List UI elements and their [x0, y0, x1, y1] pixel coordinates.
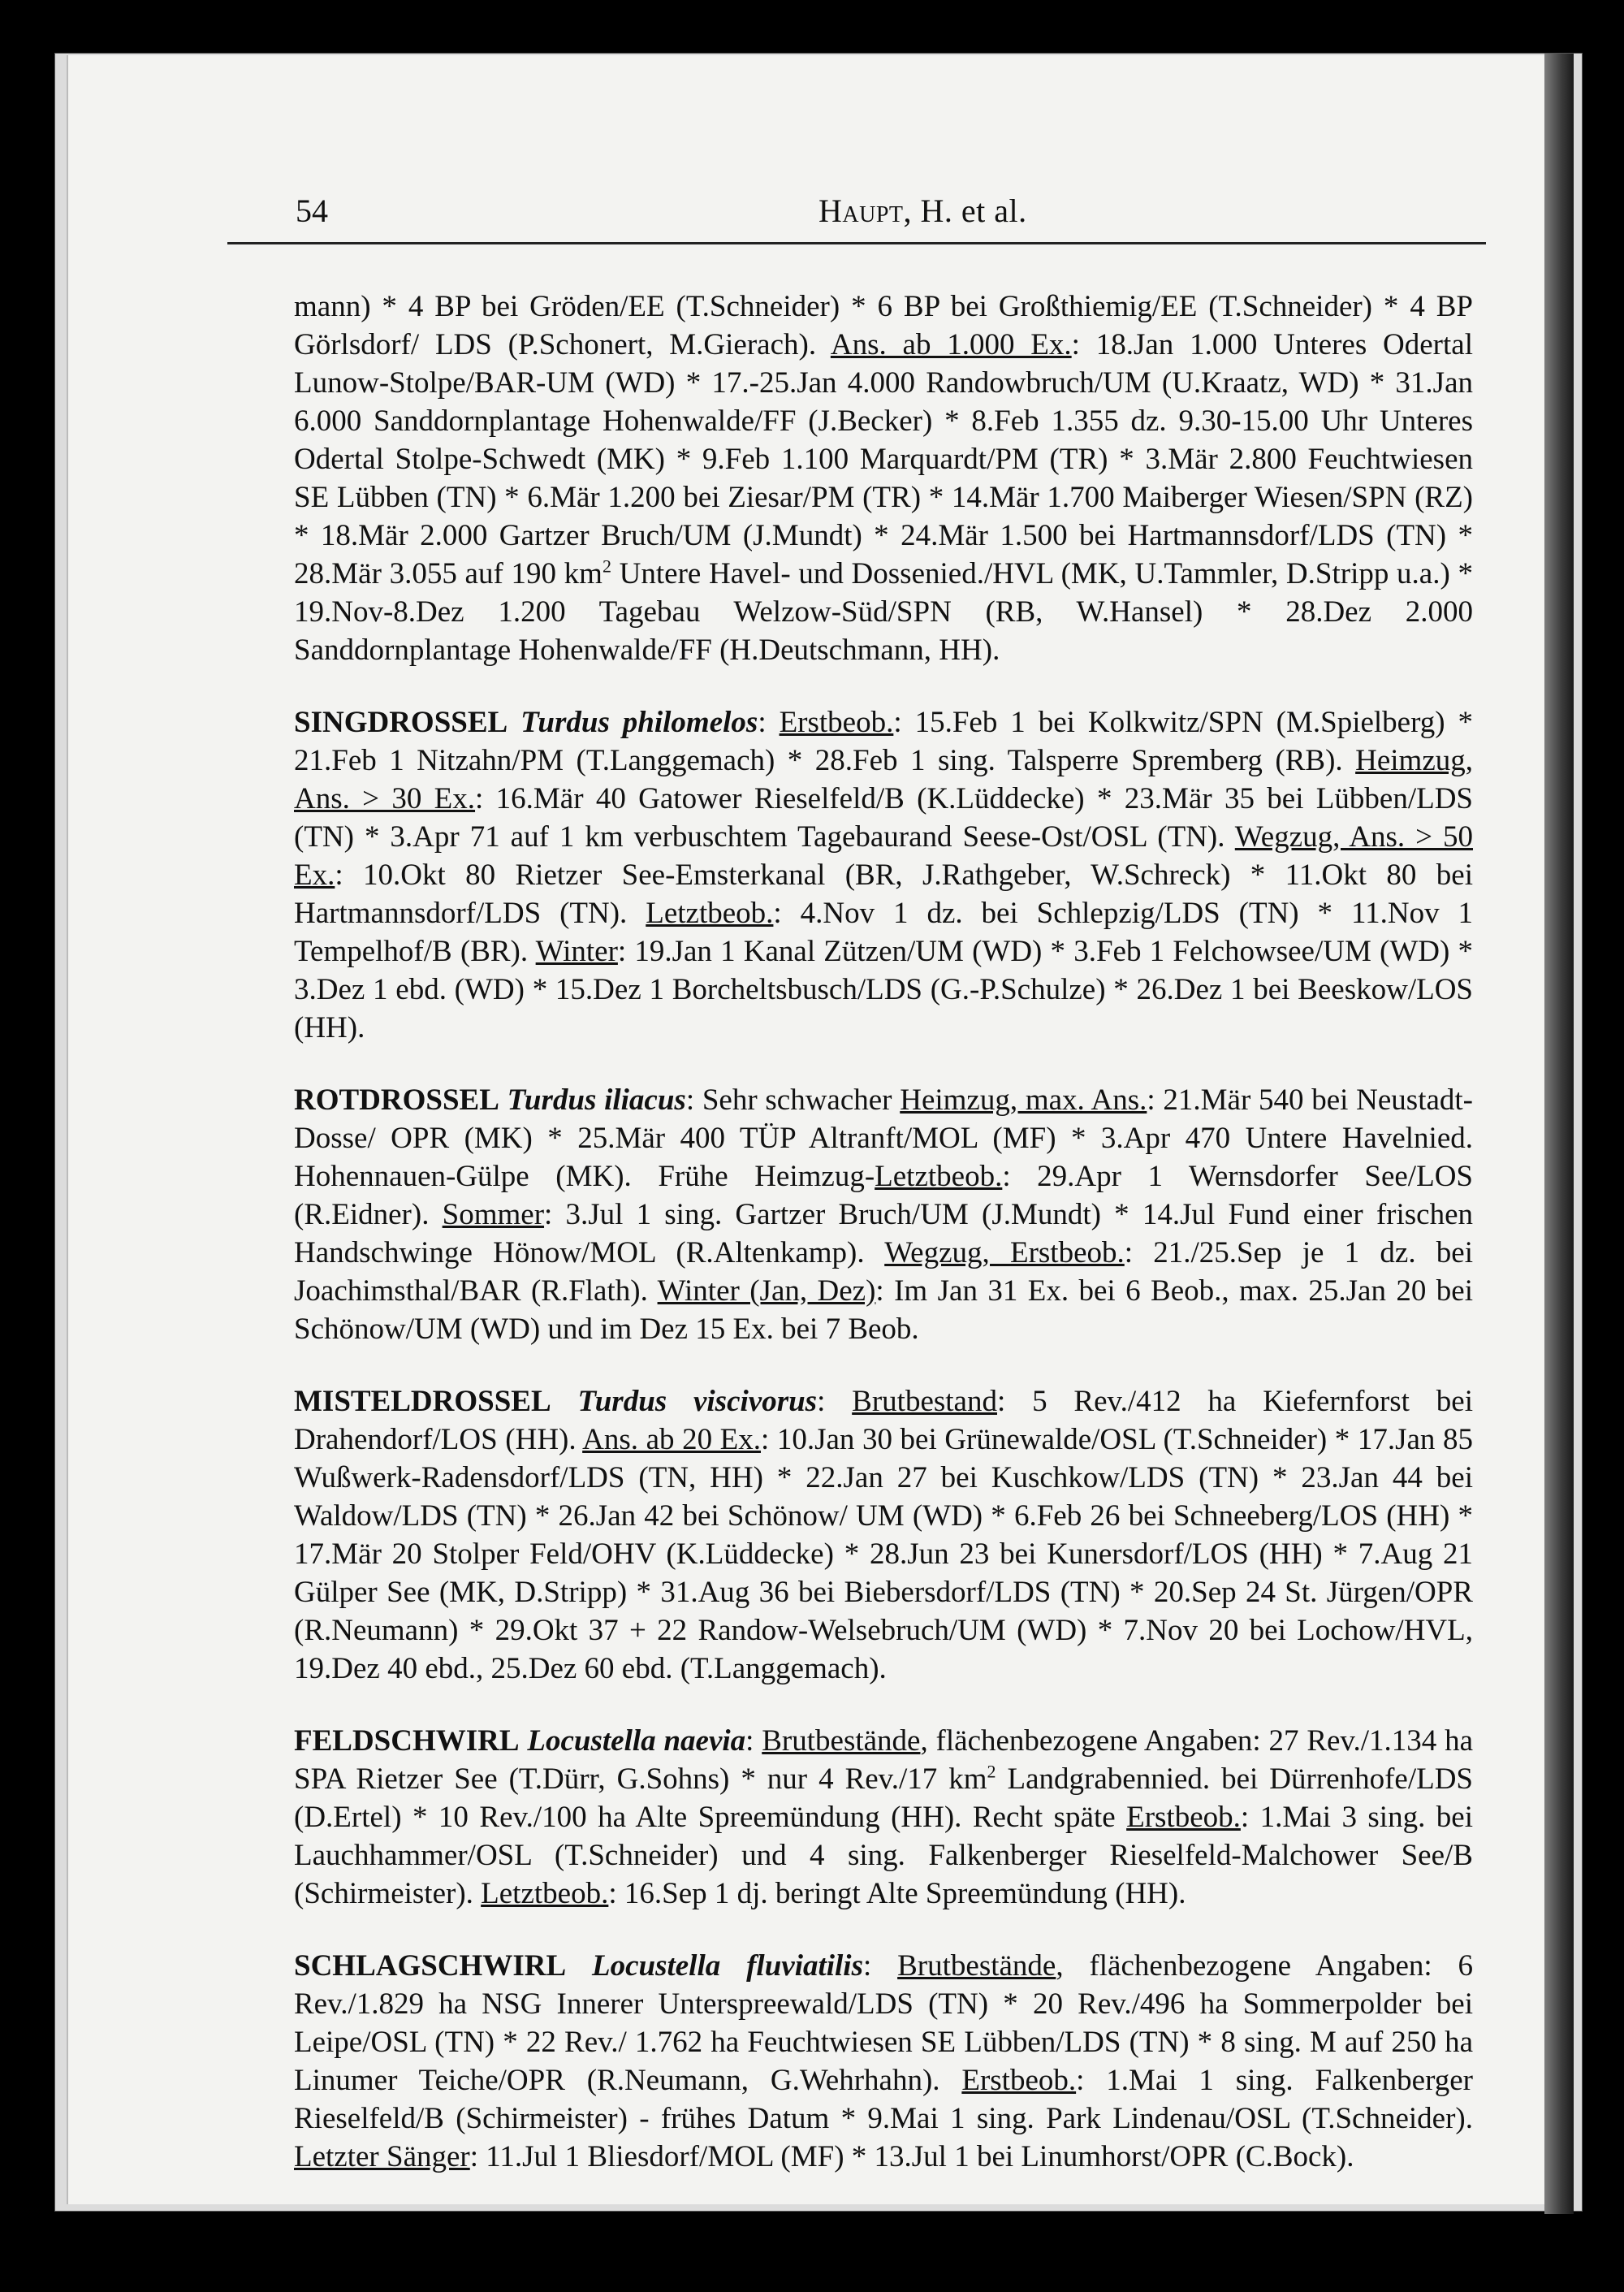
text-segment: : [758, 706, 780, 739]
species-name: MISTELDROSSEL [294, 1385, 551, 1418]
species-name: SINGDROSSEL [294, 706, 508, 739]
text-segment: mann) * 4 BP bei Gröden/EE (T.Schneider) * 6 BP bei Großthiemig/EE (T.Schneider) * 4 BP Görlsdorf/ LDS (P.Schonert, M.Gierach). [294, 290, 1473, 361]
article-body [294, 288, 1473, 2210]
text-segment: : [817, 1385, 853, 1418]
latin-name: Turdus philomelos [520, 706, 758, 739]
page-number: 54 [296, 192, 328, 229]
latin-name: Turdus iliacus [507, 1083, 686, 1117]
section-label: Winter [535, 935, 618, 968]
section-label: Letztbeob. [481, 1877, 609, 1910]
text-segment: : 29.Apr 1 Wernsdorfer See/LOS (R.Eidner). [294, 1160, 1473, 1231]
text-segment: : [863, 1949, 898, 1983]
section-label: Brutbestände [897, 1949, 1056, 1983]
section-label: Letztbeob. [646, 897, 774, 930]
text-segment: : 3.Jul 1 sing. Gartzer Bruch/UM (J.Mundt) * 14.Jul Fund einer frischen Handschwinge Hönow/MOL (R.Altenkamp). [294, 1198, 1473, 1269]
section-label: Sommer [442, 1198, 545, 1231]
species-name: FELDSCHWIRL [294, 1724, 520, 1758]
text-segment: : 4.Nov 1 dz. bei Schlepzig/LDS (TN) * 11.Nov 1 Tempelhof/B (BR). [294, 897, 1473, 968]
text-segment: : 21./25.Sep je 1 dz. bei Joachimsthal/BAR (R.Flath). [294, 1236, 1474, 1308]
superscript: 2 [987, 1761, 996, 1782]
section-label: Letztbeob. [875, 1160, 1003, 1193]
text-segment: : 10.Okt 80 Rietzer See-Emsterkanal (BR, J.Rathgeber, W.Schreck) * 11.Okt 80 bei Hartmannsdorf/LDS (TN). [294, 858, 1473, 930]
text-segment: : 18.Jan 1.000 Unteres Odertal Lunow-Stolpe/BAR-UM (WD) * 17.-25.Jan 4.000 Randowbruch/UM (U.Kraatz, WD) * 31.Jan 6.000 Sanddornplantage Hohenwalde/FF (J.Becker) * 8.Feb 1.355 dz. 9.30-15.00 Uhr Unteres Odertal Stolpe-Schwedt (MK) * 9.Feb 1.100 Marquardt/PM (TR) * 3.Mär 2.800 Feuchtwiesen SE Lübben (TN) * 6.Mär 1.200 bei Ziesar/PM (TR) * 14.Mär 1.700 Maiberger Wiesen/SPN (RZ) * 18.Mär 2.000 Gartzer Bruch/UM (J.Mundt) * 24.Mär 1.500 bei Hartmannsdorf/LDS (TN) * 28.Mär 3.055 auf 190 km [294, 328, 1473, 590]
text-segment: : 1.Mai 1 sing. Falkenberger Rieselfeld/B (Schirmeister) - frühes Datum * 9.Mai 1 sing. Park Lindenau/OSL (T.Schneider). [294, 2064, 1473, 2135]
section-label: Letzter Sänger [294, 2140, 470, 2173]
text-segment: : 1.Mai 3 sing. bei Lauchhammer/OSL (T.Schneider) und 4 sing. Falkenberger Rieselfeld-Malchower See/B (Schirmeister). [294, 1801, 1473, 1910]
text-segment: : 15.Feb 1 bei Kolkwitz/SPN (M.Spielberg) * 21.Feb 1 Nitzahn/PM (T.Langgemach) * 28.Feb 1 sing. Talsperre Spremberg (RB). [294, 706, 1474, 777]
species-name: ROTDROSSEL [294, 1083, 499, 1117]
text-segment: Untere Havel- und Dossenied./HVL (MK, U.Tammler, D.Stripp u.a.) * 19.Nov-8.Dez 1.200 Tagebau Welzow-Süd/SPN (RB, W.Hansel) * 28.Dez 2.000 Sanddornplantage Hohenwalde/FF (H.Deutschmann, HH). [294, 557, 1473, 667]
text-segment: : 16.Sep 1 dj. beringt Alte Spreemündung (HH). [608, 1877, 1186, 1910]
section-label: Wegzug, Erstbeob. [884, 1236, 1125, 1269]
section-label: Winter (Jan, Dez) [657, 1274, 876, 1308]
text-segment: : 5 Rev./412 ha Kiefernforst bei Drahendorf/LOS (HH). [294, 1385, 1473, 1456]
paragraph-continued [294, 288, 1473, 669]
latin-name: Turdus viscivorus [577, 1385, 818, 1418]
species-entry-schlagschwirl [294, 1947, 1473, 2176]
running-head-author: Haupt [818, 192, 904, 229]
page-header [227, 188, 1486, 244]
running-head [818, 192, 1027, 230]
species-entry-singdrossel [294, 703, 1473, 1047]
section-label: Erstbeob. [779, 706, 894, 739]
section-label: Brutbestände [762, 1724, 921, 1758]
section-label: Ans. ab 1.000 Ex. [830, 328, 1072, 361]
text-segment: : 19.Jan 1 Kanal Zützen/UM (WD) * 3.Feb 1 Felchowsee/UM (WD) * 3.Dez 1 ebd. (WD) * 15.Dez 1 Borcheltsbusch/LDS (G.-P.Schulze) * 26.Dez 1 bei Beeskow/LOS (HH). [294, 935, 1473, 1044]
species-entry-rotdrossel [294, 1081, 1473, 1348]
section-label: Ans. ab 20 Ex. [582, 1423, 761, 1456]
species-name: SCHLAGSCHWIRL [294, 1949, 567, 1983]
section-label: Heimzug, max. Ans. [900, 1083, 1147, 1117]
section-label: Erstbeob. [1126, 1801, 1241, 1834]
text-segment: : [745, 1724, 762, 1758]
text-segment: , flächenbezogene Angaben: 6 Rev./1.829 ha NSG Innerer Unterspreewald/LDS (TN) * 20 Rev./496 ha Sommerpolder bei Leipe/OSL (TN) * 22 Rev./ 1.762 ha Feuchtwiesen SE Lübben/LDS (TN) * 8 sing. M auf 250 ha Linumer Teiche/OPR (R.Neumann, G.Wehrhahn). [294, 1949, 1473, 2097]
text-segment: : 21.Mär 540 bei Neustadt-Dosse/ OPR (MK) * 25.Mär 400 TÜP Altranft/MOL (MF) * 3.Apr 470 Untere Havelnied. Hohennauen-Gülpe (MK). Frühe Heimzug- [294, 1083, 1473, 1193]
text-segment: : 11.Jul 1 Bliesdorf/MOL (MF) * 13.Jul 1 bei Linumhorst/OPR (C.Bock). [469, 2140, 1354, 2173]
running-head-rest: , H. et al. [903, 192, 1027, 229]
text-segment: Landgrabennied. bei Dürrenhofe/LDS (D.Ertel) * 10 Rev./100 ha Alte Spreemündung (HH). Recht späte [294, 1762, 1473, 1834]
book-spine-edge [1544, 54, 1574, 2214]
section-label: Wegzug, Ans. > 50 Ex. [294, 820, 1473, 892]
species-entry-feldschwirl [294, 1722, 1473, 1913]
text-segment: : Sehr schwacher [685, 1083, 901, 1117]
text-segment: , flächenbezogene Angaben: 27 Rev./1.134 ha SPA Rietzer See (T.Dürr, G.Sohns) * nur 4 Rev./17 km [294, 1724, 1474, 1796]
text-segment: : 16.Mär 40 Gatower Rieselfeld/B (K.Lüddecke) * 23.Mär 35 bei Lübben/LDS (TN) * 3.Apr 71 auf 1 km verbuschtem Tagebaurand Seese-Ost/OSL (TN). [294, 782, 1473, 854]
section-label: Erstbeob. [961, 2064, 1077, 2097]
latin-name: Locustella fluviatilis [591, 1949, 863, 1983]
section-label: Heimzug, Ans. > 30 Ex. [294, 744, 1473, 815]
text-segment: : 10.Jan 30 bei Grünewalde/OSL (T.Schneider) * 17.Jan 85 Wußwerk-Radensdorf/LDS (TN, HH) * 22.Jan 27 bei Kuschkow/LDS (TN) * 23.Jan 44 bei Waldow/LDS (TN) * 26.Jan 42 bei Schönow/ UM (WD) * 6.Feb 26 bei Schneeberg/LOS (HH) * 17.Mär 20 Stolper Feld/OHV (K.Lüddecke) * 28.Jun 23 bei Kunersdorf/LOS (HH) * 7.Aug 21 Gülper See (MK, D.Stripp) * 31.Aug 36 bei Biebersdorf/LDS (TN) * 20.Sep 24 St. Jürgen/OPR (R.Neumann) * 29.Okt 37 + 22 Randow-Welsebruch/UM (WD) * 7.Nov 20 bei Lochow/HVL, 19.Dez 40 ebd., 25.Dez 60 ebd. (T.Langgemach). [294, 1423, 1473, 1685]
section-label: Brutbestand [852, 1385, 997, 1418]
text-segment: : Im Jan 31 Ex. bei 6 Beob., max. 25.Jan 20 bei Schönow/UM (WD) und im Dez 15 Ex. bei 7 Beob. [294, 1274, 1473, 1346]
superscript: 2 [602, 556, 611, 577]
latin-name: Locustella naevia [527, 1724, 746, 1758]
species-entry-misteldrossel [294, 1382, 1473, 1688]
